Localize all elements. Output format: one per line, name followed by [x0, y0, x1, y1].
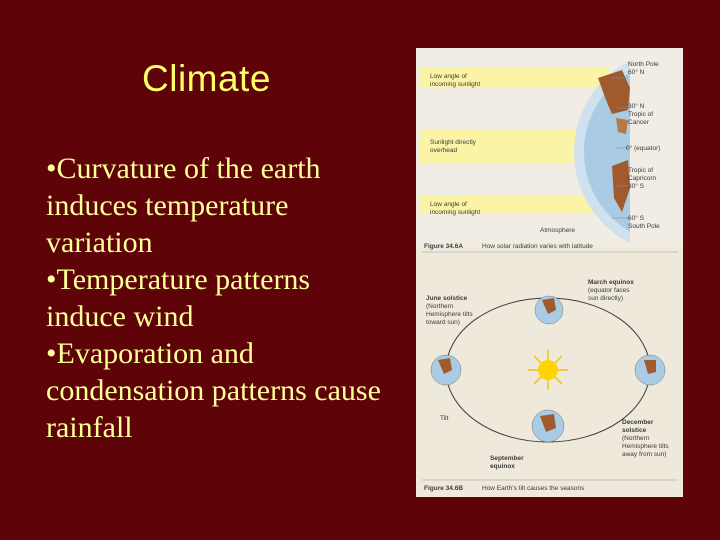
sun-icon [528, 350, 568, 390]
slide-title: Climate [142, 58, 271, 99]
label-december-3: (Northern [622, 435, 650, 442]
label-december-2: solstice [622, 427, 647, 434]
label-march-1: March equinox [588, 279, 634, 286]
label-june-4: toward sun) [426, 319, 460, 326]
figure-svg [416, 48, 683, 497]
globe-december-icon [635, 355, 665, 385]
bullet-2: •Temperature patterns induce wind [46, 263, 311, 333]
caption-a-number: Figure 34.6A [424, 243, 464, 250]
label-june-2: (Northern [426, 303, 454, 310]
bullet-1: •Curvature of the earth induces temperature variation [46, 152, 321, 259]
label-atmosphere: Atmosphere [540, 227, 576, 234]
label-60n: 60° N [628, 69, 645, 76]
label-south-pole: South Pole [628, 223, 660, 230]
label-tilt: Tilt [440, 415, 449, 422]
textbook-figure [416, 48, 683, 497]
label-low-angle-top-2: incoming sunlight [430, 81, 481, 88]
caption-a-text: How solar radiation varies with latitude [482, 243, 593, 250]
label-tropic-capricorn-1: Tropic of [628, 167, 654, 174]
label-december-1: December [622, 419, 654, 426]
label-june-1: June solstice [426, 295, 468, 302]
label-direct-2: overhead [430, 147, 458, 154]
label-low-angle-bottom-1: Low angle of [430, 201, 467, 208]
globe-march-icon [535, 296, 563, 324]
label-march-3: sun directly) [588, 295, 624, 302]
label-september-1: September [490, 455, 524, 462]
bullet-list [46, 150, 396, 446]
label-low-angle-bottom-2: incoming sunlight [430, 209, 481, 216]
label-tropic-cancer-1: Tropic of [628, 111, 654, 118]
label-direct-1: Sunlight directly [430, 139, 476, 146]
label-december-4: Hemisphere tilts [622, 443, 669, 450]
label-equator: 0° (equator) [626, 145, 661, 152]
caption-b-number: Figure 34.6B [424, 485, 464, 492]
label-30n: 30° N [628, 103, 645, 110]
label-60s: 60° S [628, 215, 644, 222]
label-june-3: Hemisphere tilts [426, 311, 473, 318]
globe-june-icon [431, 355, 461, 385]
label-march-2: (equator faces [588, 287, 630, 294]
caption-b-text: How Earth's tilt causes the seasons [482, 485, 585, 492]
globe-september-icon [532, 410, 564, 442]
label-september-2: equinox [490, 463, 515, 470]
bullet-3: •Evaporation and condensation patterns cause rainfall [46, 337, 381, 444]
label-tropic-capricorn-2: Capricorn [628, 175, 657, 182]
label-december-5: away from sun) [622, 451, 667, 458]
label-30s: 30° S [628, 183, 644, 190]
label-low-angle-top-1: Low angle of [430, 73, 467, 80]
label-north-pole: North Pole [628, 61, 659, 68]
label-tropic-cancer-2: Cancer [628, 119, 649, 126]
